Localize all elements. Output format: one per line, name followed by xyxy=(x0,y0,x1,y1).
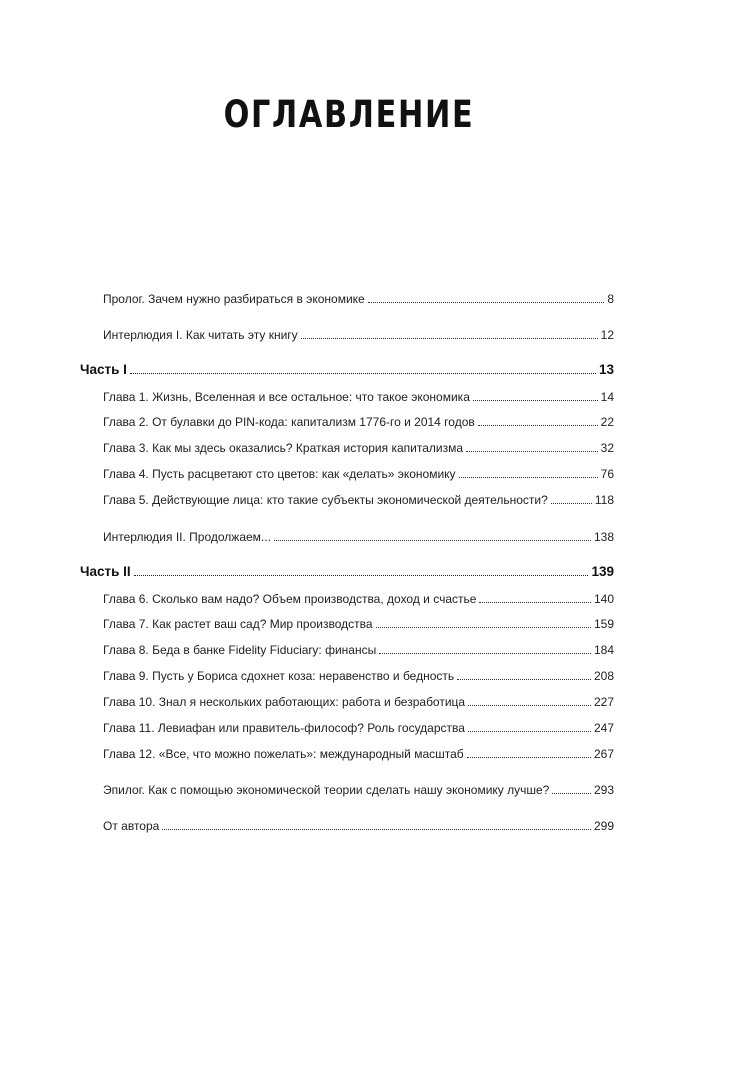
dot-leader xyxy=(468,730,591,732)
toc-page-number: 14 xyxy=(600,390,614,404)
toc-entry-label: Глава 11. Левиафан или правитель-философ? Роль государства xyxy=(103,721,465,735)
toc-page-number: 138 xyxy=(593,530,614,544)
toc-entry-label: Эпилог. Как с помощью экономической теории сделать нашу экономику лучше? xyxy=(103,783,550,797)
toc-part-2[interactable] xyxy=(0,561,614,579)
toc-entry-label: Глава 6. Сколько вам надо? Объем производства, доход и счастье xyxy=(103,592,477,606)
toc-page-number: 299 xyxy=(593,819,614,833)
dot-leader xyxy=(274,539,591,541)
toc-entry-chapter-1[interactable] xyxy=(0,386,614,404)
toc-entry-label: Интерлюдия II. Продолжаем... xyxy=(103,530,271,544)
toc-entry-chapter-4[interactable] xyxy=(0,463,614,481)
toc-entry-chapter-7[interactable] xyxy=(0,613,614,631)
toc-entry-label: Глава 1. Жизнь, Вселенная и все остальное: что такое экономика xyxy=(103,390,470,404)
toc-entry-label: Глава 10. Знал я нескольких работающих: работа и безработица xyxy=(103,695,466,709)
toc-part-1[interactable] xyxy=(0,359,614,377)
toc-part-label: Часть I xyxy=(80,362,127,377)
dot-leader xyxy=(130,372,596,374)
dot-leader xyxy=(457,678,591,680)
dot-leader xyxy=(473,399,598,401)
toc-entry-chapter-12[interactable] xyxy=(0,743,614,761)
toc-page-number: 22 xyxy=(600,415,614,429)
toc-page-number: 8 xyxy=(607,292,614,306)
toc-entry-chapter-2[interactable] xyxy=(0,411,614,429)
toc-page-number: 139 xyxy=(591,564,614,579)
toc-page-number: 208 xyxy=(593,669,614,683)
toc-part-label: Часть II xyxy=(80,564,131,579)
toc-entry-chapter-6[interactable] xyxy=(0,588,614,606)
dot-leader xyxy=(551,502,592,504)
toc-page-number: 247 xyxy=(593,721,614,735)
toc-entry-prologue[interactable] xyxy=(0,288,614,306)
toc-entry-label: Глава 8. Беда в банке Fidelity Fiduciary: финансы xyxy=(103,643,377,657)
toc-page-number: 227 xyxy=(593,695,614,709)
toc-page-number: 118 xyxy=(594,493,614,507)
dot-leader xyxy=(134,574,589,576)
toc-entry-label: Глава 12. «Все, что можно пожелать»: международный масштаб xyxy=(103,747,464,761)
toc-entry-chapter-8[interactable] xyxy=(0,639,614,657)
toc-page-number: 13 xyxy=(598,362,614,377)
toc-entry-label: Интерлюдия I. Как читать эту книгу xyxy=(103,328,298,342)
toc-entry-chapter-11[interactable] xyxy=(0,717,614,735)
dot-leader xyxy=(478,424,598,426)
dot-leader xyxy=(467,756,591,758)
toc-entry-label: Глава 4. Пусть расцветают сто цветов: как «делать» экономику xyxy=(103,467,456,481)
toc-page-number: 184 xyxy=(593,643,614,657)
toc-entry-label: От автора xyxy=(103,819,160,833)
toc-page-number: 76 xyxy=(600,467,614,481)
dot-leader xyxy=(368,301,605,303)
toc-page-number: 140 xyxy=(593,592,614,606)
page-title: ОГЛАВЛЕНИЕ xyxy=(223,93,475,136)
toc-entry-interlude-2[interactable] xyxy=(0,526,614,544)
dot-leader xyxy=(162,828,591,830)
toc-entry-label: Глава 2. От булавки до PIN-кода: капитализм 1776-го и 2014 годов xyxy=(103,415,475,429)
toc-page-number: 12 xyxy=(600,328,614,342)
dot-leader xyxy=(479,601,591,603)
dot-leader xyxy=(468,704,591,706)
toc-entry-chapter-10[interactable] xyxy=(0,691,614,709)
toc-entry-label: Глава 3. Как мы здесь оказались? Краткая история капитализма xyxy=(103,441,464,455)
toc-entry-label: Глава 9. Пусть у Бориса сдохнет коза: неравенство и бедность xyxy=(103,669,455,683)
toc-entry-label: Глава 5. Действующие лица: кто такие субъекты экономической деятельности? xyxy=(103,493,548,507)
dot-leader xyxy=(459,476,598,478)
dot-leader xyxy=(552,792,591,794)
toc-entry-from-author[interactable] xyxy=(0,815,614,833)
toc-page-number: 267 xyxy=(593,747,614,761)
toc-entry-label: Пролог. Зачем нужно разбираться в экономике xyxy=(103,292,365,306)
toc-entry-interlude-1[interactable] xyxy=(0,324,614,342)
dot-leader xyxy=(379,652,591,654)
toc-entry-chapter-9[interactable] xyxy=(0,665,614,683)
toc-entry-epilogue[interactable] xyxy=(0,779,614,797)
toc-page-number: 32 xyxy=(600,441,614,455)
dot-leader xyxy=(376,626,591,628)
toc-entry-chapter-5[interactable] xyxy=(0,489,614,507)
toc-entry-chapter-3[interactable] xyxy=(0,437,614,455)
toc-page-number: 159 xyxy=(593,617,614,631)
toc-page-number: 293 xyxy=(593,783,614,797)
dot-leader xyxy=(301,337,598,339)
dot-leader xyxy=(466,450,598,452)
toc-entry-label: Глава 7. Как растет ваш сад? Мир производства xyxy=(103,617,373,631)
